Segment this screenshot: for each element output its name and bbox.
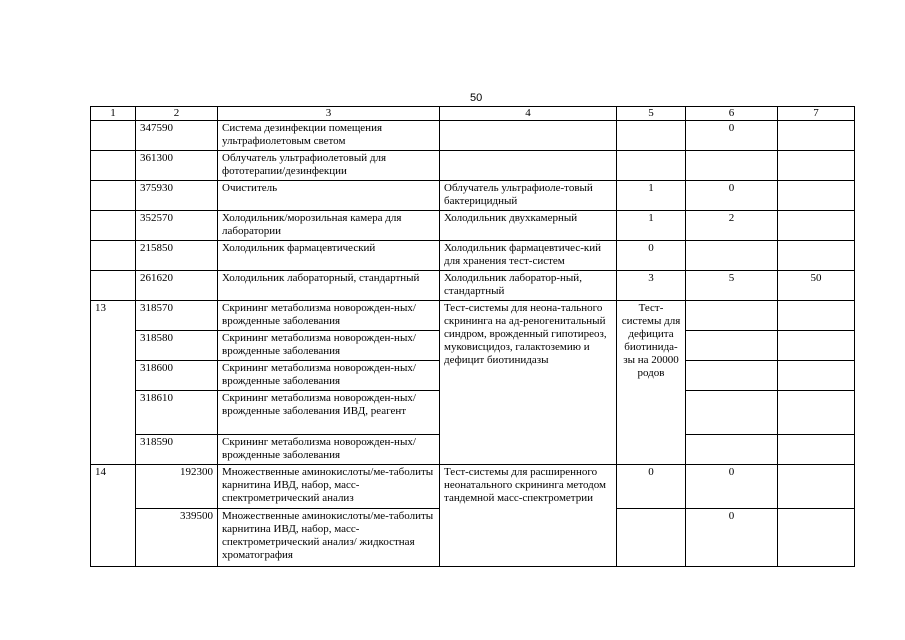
cell-col6 [686,331,778,361]
cell-col7 [778,509,855,567]
cell-desc: Тест-системы для неона-тального скрининга на ад-реногенитальный синдром, врожденный гипотиреоз, муковисцидоз, галактоземию и дефицит биотинидазы [440,301,617,465]
cell-qty [617,121,686,151]
table-header-row [91,107,855,121]
cell-qty: 1 [617,181,686,211]
header-cell: 7 [778,107,855,121]
header-cell: 1 [91,107,136,121]
cell-name: Холодильник лабораторный, стандартный [218,271,440,301]
cell-col6 [686,301,778,331]
cell-name: Холодильник/морозильная камера для лаборатории [218,211,440,241]
cell-name: Система дезинфекции помещения ультрафиолетовым светом [218,121,440,151]
cell-qty: 1 [617,211,686,241]
cell-num [91,211,136,241]
cell-name: Облучатель ультрафиолетовый для фототерапии/дезинфекции [218,151,440,181]
cell-code: 261620 [136,271,218,301]
cell-col7 [778,211,855,241]
cell-desc [440,121,617,151]
cell-col6: 0 [686,509,778,567]
cell-col7 [778,435,855,465]
header-cell: 6 [686,107,778,121]
table-row [91,465,855,509]
cell-qty [617,151,686,181]
cell-desc: Облучатель ультрафиоле-товый бактерицидный [440,181,617,211]
cell-col7 [778,391,855,435]
cell-num: 14 [91,465,136,567]
cell-qty: 3 [617,271,686,301]
cell-col6 [686,391,778,435]
cell-col7 [778,121,855,151]
cell-desc: Холодильник лаборатор-ный, стандартный [440,271,617,301]
table-row [91,211,855,241]
cell-code: 347590 [136,121,218,151]
cell-num [91,241,136,271]
cell-code: 192300 [136,465,218,509]
cell-col7 [778,331,855,361]
table-row [91,271,855,301]
cell-name: Скрининг метаболизма новорожден-ных/врожденные заболевания [218,331,440,361]
cell-desc [440,151,617,181]
cell-code: 318590 [136,435,218,465]
header-cell: 2 [136,107,218,121]
cell-code: 375930 [136,181,218,211]
cell-name: Скрининг метаболизма новорожден-ных/врожденные заболевания ИВД, реагент [218,391,440,435]
table-row [91,181,855,211]
cell-code: 318610 [136,391,218,435]
cell-code: 318600 [136,361,218,391]
cell-num: 13 [91,301,136,465]
cell-name: Скрининг метаболизма новорожден-ных/врожденные заболевания [218,301,440,331]
header-cell: 5 [617,107,686,121]
cell-desc: Холодильник двухкамерный [440,211,617,241]
table-row [91,241,855,271]
cell-col6 [686,361,778,391]
equipment-table [90,106,855,567]
cell-num [91,121,136,151]
cell-desc: Тест-системы для расширенного неонатального скрининга методом тандемной масс-спектрометрии [440,465,617,567]
cell-code: 318580 [136,331,218,361]
cell-col7 [778,181,855,211]
cell-name: Скрининг метаболизма новорожден-ных/врожденные заболевания [218,361,440,391]
cell-col6: 0 [686,181,778,211]
table-row [91,121,855,151]
cell-col6: 2 [686,211,778,241]
table-row [91,151,855,181]
cell-col7: 50 [778,271,855,301]
cell-qty: 0 [617,241,686,271]
cell-col6 [686,151,778,181]
page-number: 50 [470,92,483,104]
cell-col7 [778,361,855,391]
cell-code: 339500 [136,509,218,567]
header-cell: 4 [440,107,617,121]
cell-code: 215850 [136,241,218,271]
cell-col7 [778,151,855,181]
cell-num [91,181,136,211]
cell-col7 [778,465,855,509]
cell-qty: Тест-системы для дефицита биотинида-зы на 20000 родов [617,301,686,465]
cell-col7 [778,241,855,271]
cell-name: Скрининг метаболизма новорожден-ных/врожденные заболевания [218,435,440,465]
cell-col6: 0 [686,121,778,151]
header-cell: 3 [218,107,440,121]
cell-code: 361300 [136,151,218,181]
cell-name: Холодильник фармацевтический [218,241,440,271]
cell-code: 352570 [136,211,218,241]
cell-col7 [778,301,855,331]
cell-col6 [686,435,778,465]
cell-qty: 0 [617,465,686,509]
cell-name: Очиститель [218,181,440,211]
cell-col6 [686,241,778,271]
table-row [91,301,855,331]
cell-col6: 0 [686,465,778,509]
cell-qty [617,509,686,567]
cell-num [91,271,136,301]
cell-code: 318570 [136,301,218,331]
cell-col6: 5 [686,271,778,301]
cell-desc: Холодильник фармацевтичес-кий для хранения тест-систем [440,241,617,271]
cell-name: Множественные аминокислоты/ме-таболиты карнитина ИВД, набор, масс-спектрометрический анализ/ жидкостная хроматография [218,509,440,567]
cell-name: Множественные аминокислоты/ме-таболиты карнитина ИВД, набор, масс-спектрометрический анализ [218,465,440,509]
cell-num [91,151,136,181]
